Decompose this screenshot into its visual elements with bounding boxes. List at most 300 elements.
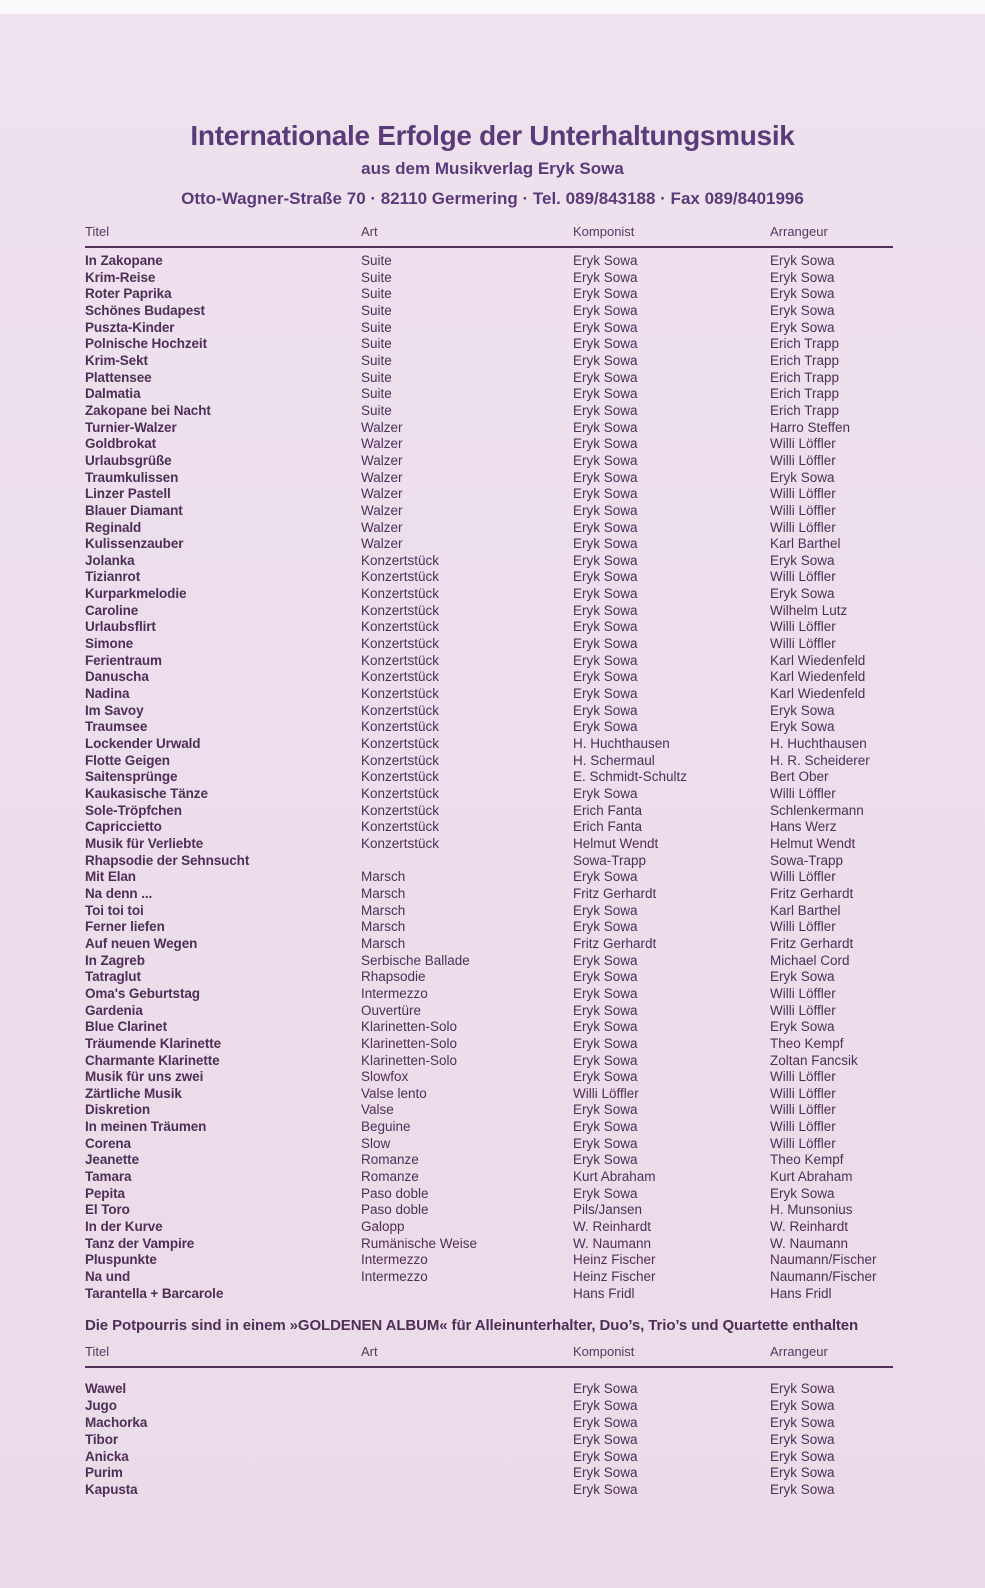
cell-komponist: Eryk Sowa <box>573 286 638 302</box>
table-row <box>85 1269 893 1286</box>
cell-art: Valse lento <box>361 1085 427 1101</box>
cell-titel: Urlaubsgrüße <box>85 452 172 468</box>
cell-arrangeur: Zoltan Fancsik <box>770 1052 858 1068</box>
cell-arrangeur: Willi Löffler <box>770 636 836 652</box>
table-row <box>85 420 893 437</box>
cell-art: Rumänische Weise <box>361 1235 478 1251</box>
cell-titel: Zakopane bei Nacht <box>85 402 211 418</box>
cell-komponist: Eryk Sowa <box>573 1465 638 1481</box>
cell-titel: Corena <box>85 1135 131 1151</box>
cell-titel: Pepita <box>85 1185 125 1201</box>
cell-titel: Sole-Tröpfchen <box>85 802 182 818</box>
cell-arrangeur: Willi Löffler <box>770 569 836 585</box>
cell-komponist: Eryk Sowa <box>573 1185 638 1201</box>
cell-titel: Oma's Geburtstag <box>85 985 200 1001</box>
cell-titel: Tibor <box>85 1431 118 1447</box>
table-row <box>85 1482 893 1499</box>
cell-komponist: Eryk Sowa <box>573 469 638 485</box>
column-header-arrangeur: Arrangeur <box>770 1344 828 1360</box>
cell-arrangeur: Willi Löffler <box>770 619 836 635</box>
cell-komponist: Eryk Sowa <box>573 652 638 668</box>
cell-art: Konzertstück <box>361 552 440 568</box>
cell-art <box>361 1286 573 1303</box>
cell-art: Konzertstück <box>361 652 440 668</box>
table-row <box>85 1136 893 1153</box>
cell-art: Suite <box>361 336 392 352</box>
table-row <box>85 1398 893 1415</box>
cell-arrangeur: W. Reinhardt <box>770 1219 849 1235</box>
cell-arrangeur: H. R. Scheiderer <box>770 752 870 768</box>
cell-art: Marsch <box>361 885 406 901</box>
cell-titel: Anicka <box>85 1448 129 1464</box>
cell-titel: Im Savoy <box>85 702 144 718</box>
column-header-komponist: Komponist <box>573 224 635 239</box>
publisher-address: Otto-Wagner-Straße 70 · 82110 Germering · Tel. 089/843188 · Fax 089/8401996 <box>181 189 804 208</box>
cell-art: Konzertstück <box>361 586 440 602</box>
cell-komponist: E. Schmidt-Schultz <box>573 769 688 785</box>
table-row <box>85 1219 893 1236</box>
cell-titel: Plattensee <box>85 369 152 385</box>
cell-art: Slow <box>361 1135 391 1151</box>
cell-art: Konzertstück <box>361 602 440 618</box>
cell-arrangeur: Erich Trapp <box>770 402 840 418</box>
cell-komponist: Eryk Sowa <box>573 702 638 718</box>
cell-titel: El Toro <box>85 1202 130 1218</box>
table-row <box>85 286 893 303</box>
cell-art: Konzertstück <box>361 819 440 835</box>
page-content <box>0 224 985 1499</box>
table-row <box>85 553 893 570</box>
cell-komponist: Eryk Sowa <box>573 1381 638 1397</box>
cell-art: Klarinetten-Solo <box>361 1019 458 1035</box>
page-title: Internationale Erfolge der Unterhaltungsmusik <box>190 120 795 151</box>
table-row <box>85 986 893 1003</box>
table-row <box>85 1169 893 1186</box>
cell-art: Galopp <box>361 1219 405 1235</box>
cell-titel: Dalmatia <box>85 386 141 402</box>
cell-komponist: Eryk Sowa <box>573 1414 638 1430</box>
cell-art: Paso doble <box>361 1202 429 1218</box>
table-row <box>85 386 893 403</box>
cell-art: Walzer <box>361 486 403 502</box>
cell-titel: Turnier-Walzer <box>85 419 177 435</box>
cell-arrangeur: H. Huchthausen <box>770 736 867 752</box>
cell-titel: Gardenia <box>85 1002 143 1018</box>
cell-art: Konzertstück <box>361 702 440 718</box>
table-row <box>85 320 893 337</box>
cell-art: Walzer <box>361 436 403 452</box>
table-row <box>85 719 893 736</box>
cell-komponist: H. Huchthausen <box>573 736 670 752</box>
cell-arrangeur: H. Munsonius <box>770 1202 853 1218</box>
cell-arrangeur: Willi Löffler <box>770 486 836 502</box>
table-row <box>85 436 893 453</box>
cell-titel: Musik für uns zwei <box>85 1069 204 1085</box>
cell-komponist: Eryk Sowa <box>573 319 638 335</box>
cell-titel: Musik für Verliebte <box>85 835 204 851</box>
cell-komponist: Eryk Sowa <box>573 419 638 435</box>
table-row <box>85 1252 893 1269</box>
cell-arrangeur: Helmut Wendt <box>770 835 856 851</box>
cell-komponist: Eryk Sowa <box>573 1448 638 1464</box>
table-row <box>85 819 893 836</box>
table-row <box>85 1286 893 1303</box>
cell-titel: Pluspunkte <box>85 1252 157 1268</box>
table-row <box>85 586 893 603</box>
potpourri-note: Die Potpourris sind in einem »GOLDENEN ALBUM« für Alleinunterhalter, Duo’s, Trio’s und Quartette enthalten <box>85 1317 859 1335</box>
cell-titel: Kapusta <box>85 1482 138 1498</box>
cell-art: Konzertstück <box>361 769 440 785</box>
cell-titel: Traumsee <box>85 719 148 735</box>
cell-komponist: Eryk Sowa <box>573 386 638 402</box>
cell-arrangeur: Willi Löffler <box>770 1069 836 1085</box>
cell-komponist: Eryk Sowa <box>573 436 638 452</box>
cell-titel: In der Kurve <box>85 1219 163 1235</box>
table-row <box>85 336 893 353</box>
cell-arrangeur: Willi Löffler <box>770 502 836 518</box>
cell-titel: Rhapsodie der Sehnsucht <box>85 852 250 868</box>
cell-komponist: Eryk Sowa <box>573 1052 638 1068</box>
cell-komponist: Eryk Sowa <box>573 502 638 518</box>
cell-arrangeur: Erich Trapp <box>770 369 840 385</box>
cell-art: Konzertstück <box>361 719 440 735</box>
cell-arrangeur: Eryk Sowa <box>770 1465 835 1481</box>
cell-art: Romanze <box>361 1152 419 1168</box>
table-row <box>85 1119 893 1136</box>
cell-komponist: Erich Fanta <box>573 819 643 835</box>
cell-art: Marsch <box>361 869 406 885</box>
cell-arrangeur: Harro Steffen <box>770 419 851 435</box>
cell-art: Konzertstück <box>361 835 440 851</box>
cell-titel: Krim-Sekt <box>85 352 148 368</box>
cell-titel: Kulissenzauber <box>85 536 184 552</box>
table-row <box>85 370 893 387</box>
cell-art: Konzertstück <box>361 636 440 652</box>
cell-komponist: Eryk Sowa <box>573 619 638 635</box>
cell-titel: Nadina <box>85 686 130 702</box>
cell-titel: Puszta-Kinder <box>85 319 175 335</box>
cell-komponist: W. Reinhardt <box>573 1219 652 1235</box>
golden-album-table <box>85 1344 893 1499</box>
cell-art: Walzer <box>361 469 403 485</box>
cell-art: Suite <box>361 369 392 385</box>
cell-titel: Blauer Diamant <box>85 502 183 518</box>
cell-art: Valse <box>361 1102 394 1118</box>
table-row <box>85 1152 893 1169</box>
cell-arrangeur: Eryk Sowa <box>770 469 835 485</box>
table-row <box>85 736 893 753</box>
cell-titel: Jugo <box>85 1398 117 1414</box>
table-row <box>85 1003 893 1020</box>
table-row <box>85 619 893 636</box>
cell-art: Suite <box>361 269 392 285</box>
cell-art: Konzertstück <box>361 736 440 752</box>
cell-art: Walzer <box>361 419 403 435</box>
cell-titel: In Zagreb <box>85 952 145 968</box>
cell-komponist: Eryk Sowa <box>573 919 638 935</box>
cell-arrangeur: Kurt Abraham <box>770 1169 853 1185</box>
cell-komponist: Eryk Sowa <box>573 302 638 318</box>
cell-titel: Krim-Reise <box>85 269 156 285</box>
cell-komponist: Hans Fridl <box>573 1285 635 1301</box>
cell-titel: Flotte Geigen <box>85 752 170 768</box>
table-row <box>85 470 893 487</box>
cell-art: Intermezzo <box>361 1252 428 1268</box>
cell-arrangeur: Fritz Gerhardt <box>770 935 854 951</box>
cell-arrangeur: Fritz Gerhardt <box>770 885 854 901</box>
cell-arrangeur: Eryk Sowa <box>770 1398 835 1414</box>
table-row <box>85 753 893 770</box>
catalog-table-header-row <box>85 224 893 248</box>
cell-arrangeur: Willi Löffler <box>770 519 836 535</box>
cell-titel: Charmante Klarinette <box>85 1052 220 1068</box>
cell-titel: Danuscha <box>85 669 149 685</box>
cell-komponist: Pils/Jansen <box>573 1202 643 1218</box>
cell-arrangeur: Michael Cord <box>770 952 850 968</box>
cell-arrangeur: Eryk Sowa <box>770 269 835 285</box>
cell-komponist: Eryk Sowa <box>573 636 638 652</box>
cell-komponist: Willi Löffler <box>573 1085 639 1101</box>
cell-titel: Kaukasische Tänze <box>85 786 208 801</box>
cell-art: Suite <box>361 386 392 402</box>
cell-komponist: Eryk Sowa <box>573 586 638 602</box>
column-header-titel: Titel <box>85 1344 110 1360</box>
table-row <box>85 1465 893 1482</box>
table-row <box>85 1086 893 1103</box>
cell-komponist: Erich Fanta <box>573 802 643 818</box>
cell-art: Suite <box>361 253 392 268</box>
cell-titel: Traumkulissen <box>85 469 179 485</box>
cell-titel: Jeanette <box>85 1152 139 1168</box>
table-row <box>85 503 893 520</box>
cell-arrangeur: Eryk Sowa <box>770 1482 835 1498</box>
table-row <box>85 803 893 820</box>
cell-titel: Na und <box>85 1269 131 1285</box>
table-row <box>85 1415 893 1432</box>
cell-titel: Träumende Klarinette <box>85 1035 222 1051</box>
table-row <box>85 836 893 853</box>
table-row <box>85 669 893 686</box>
table-row <box>85 936 893 953</box>
cell-art: Romanze <box>361 1169 419 1185</box>
cell-arrangeur: Willi Löffler <box>770 1085 836 1101</box>
cell-art <box>361 1381 573 1398</box>
cell-art: Konzertstück <box>361 802 440 818</box>
cell-art: Klarinetten-Solo <box>361 1052 458 1068</box>
cell-arrangeur: Eryk Sowa <box>770 319 835 335</box>
table-row <box>85 403 893 420</box>
cell-art: Marsch <box>361 902 406 918</box>
cell-komponist: Fritz Gerhardt <box>573 935 657 951</box>
cell-titel: Tanz der Vampire <box>85 1235 195 1251</box>
cell-arrangeur: Eryk Sowa <box>770 1381 835 1397</box>
cell-arrangeur: Karl Wiedenfeld <box>770 686 866 702</box>
catalog-table-body <box>85 248 893 1302</box>
cell-arrangeur: Erich Trapp <box>770 386 840 402</box>
table-row <box>85 1202 893 1219</box>
cell-titel: Polnische Hochzeit <box>85 336 207 352</box>
table-row <box>85 703 893 720</box>
cell-titel: Machorka <box>85 1414 148 1430</box>
cell-arrangeur: Willi Löffler <box>770 786 836 801</box>
cell-art: Rhapsodie <box>361 969 426 985</box>
cell-komponist: Eryk Sowa <box>573 869 638 885</box>
cell-komponist: Eryk Sowa <box>573 269 638 285</box>
cell-titel: Roter Paprika <box>85 286 172 302</box>
cell-titel: Urlaubsflirt <box>85 619 156 635</box>
cell-art <box>361 1415 573 1432</box>
cell-komponist: Eryk Sowa <box>573 352 638 368</box>
cell-komponist: Eryk Sowa <box>573 1019 638 1035</box>
cell-komponist: Eryk Sowa <box>573 969 638 985</box>
cell-art: Suite <box>361 402 392 418</box>
cell-titel: Saitensprünge <box>85 769 178 785</box>
cell-arrangeur: Wilhelm Lutz <box>770 602 848 618</box>
cell-titel: In meinen Träumen <box>85 1119 207 1135</box>
cell-titel: Wawel <box>85 1381 127 1397</box>
catalog-table <box>85 224 893 1302</box>
cell-komponist: Eryk Sowa <box>573 253 638 268</box>
cell-komponist: Eryk Sowa <box>573 1431 638 1447</box>
cell-titel: Caroline <box>85 602 139 618</box>
cell-titel: Blue Clarinet <box>85 1019 167 1035</box>
cell-komponist: Eryk Sowa <box>573 786 638 801</box>
cell-titel: Jolanka <box>85 552 135 568</box>
cell-art: Konzertstück <box>361 569 440 585</box>
cell-arrangeur: Erich Trapp <box>770 336 840 352</box>
paper-sheet <box>0 14 985 1588</box>
cell-komponist: Kurt Abraham <box>573 1169 656 1185</box>
table-row <box>85 486 893 503</box>
table-row <box>85 886 893 903</box>
cell-arrangeur: Karl Barthel <box>770 536 841 552</box>
cell-art: Konzertstück <box>361 619 440 635</box>
table-row <box>85 903 893 920</box>
cell-arrangeur: Erich Trapp <box>770 352 840 368</box>
cell-titel: Toi toi toi <box>85 902 144 918</box>
cell-arrangeur: Eryk Sowa <box>770 1185 835 1201</box>
cell-arrangeur: Eryk Sowa <box>770 586 835 602</box>
table-row <box>85 1069 893 1086</box>
cell-komponist: Eryk Sowa <box>573 719 638 735</box>
cell-komponist: Eryk Sowa <box>573 452 638 468</box>
album-table-header-row <box>85 1344 893 1368</box>
table-row <box>85 653 893 670</box>
cell-titel: Tizianrot <box>85 569 141 585</box>
cell-arrangeur: Bert Ober <box>770 769 829 785</box>
cell-arrangeur: Theo Kempf <box>770 1152 844 1168</box>
table-row <box>85 453 893 470</box>
cell-komponist: Eryk Sowa <box>573 902 638 918</box>
table-row <box>85 253 893 270</box>
cell-art <box>361 1465 573 1482</box>
cell-arrangeur: Willi Löffler <box>770 436 836 452</box>
cell-titel: Purim <box>85 1465 123 1481</box>
cell-art: Klarinetten-Solo <box>361 1035 458 1051</box>
cell-komponist: Eryk Sowa <box>573 686 638 702</box>
table-row <box>85 953 893 970</box>
cell-titel: Tarantella + Barcarole <box>85 1285 224 1301</box>
cell-titel: Kurparkmelodie <box>85 586 187 602</box>
cell-komponist: Eryk Sowa <box>573 1152 638 1168</box>
cell-komponist: Fritz Gerhardt <box>573 885 657 901</box>
cell-arrangeur: Willi Löffler <box>770 1102 836 1118</box>
cell-titel: In Zakopane <box>85 253 163 268</box>
table-row <box>85 1053 893 1070</box>
cell-arrangeur: Eryk Sowa <box>770 286 835 302</box>
cell-art <box>361 1449 573 1466</box>
table-row <box>85 686 893 703</box>
cell-titel: Lockender Urwald <box>85 736 201 752</box>
cell-art: Suite <box>361 319 392 335</box>
cell-arrangeur: Eryk Sowa <box>770 702 835 718</box>
table-row <box>85 969 893 986</box>
cell-titel: Ferientraum <box>85 652 162 668</box>
table-row <box>85 1432 893 1449</box>
cell-arrangeur: Willi Löffler <box>770 1002 836 1018</box>
cell-titel: Schönes Budapest <box>85 302 205 318</box>
cell-arrangeur: Eryk Sowa <box>770 1019 835 1035</box>
cell-komponist: Eryk Sowa <box>573 985 638 1001</box>
cell-arrangeur: Willi Löffler <box>770 1135 836 1151</box>
cell-arrangeur: Willi Löffler <box>770 869 836 885</box>
cell-art: Suite <box>361 352 392 368</box>
column-header-titel: Titel <box>85 224 110 239</box>
cell-arrangeur: Karl Wiedenfeld <box>770 652 866 668</box>
cell-art: Marsch <box>361 919 406 935</box>
cell-arrangeur: Theo Kempf <box>770 1035 844 1051</box>
cell-arrangeur: Karl Barthel <box>770 902 841 918</box>
cell-arrangeur: Karl Wiedenfeld <box>770 669 866 685</box>
cell-titel: Simone <box>85 636 134 652</box>
table-row <box>85 853 893 870</box>
cell-art: Beguine <box>361 1119 411 1135</box>
cell-komponist: Eryk Sowa <box>573 486 638 502</box>
cell-komponist: Helmut Wendt <box>573 835 659 851</box>
cell-arrangeur: Eryk Sowa <box>770 1448 835 1464</box>
cell-komponist: Eryk Sowa <box>573 369 638 385</box>
cell-komponist: Eryk Sowa <box>573 1069 638 1085</box>
cell-komponist: Eryk Sowa <box>573 402 638 418</box>
cell-arrangeur: Eryk Sowa <box>770 302 835 318</box>
cell-arrangeur: Schlenkermann <box>770 802 864 818</box>
cell-komponist: Eryk Sowa <box>573 1482 638 1498</box>
cell-art: Konzertstück <box>361 669 440 685</box>
table-row <box>85 1236 893 1253</box>
cell-komponist: Eryk Sowa <box>573 1398 638 1414</box>
cell-art: Konzertstück <box>361 786 440 801</box>
cell-art: Walzer <box>361 519 403 535</box>
cell-komponist: Eryk Sowa <box>573 1135 638 1151</box>
cell-art <box>361 1398 573 1415</box>
cell-arrangeur: Eryk Sowa <box>770 552 835 568</box>
cell-komponist: Eryk Sowa <box>573 1002 638 1018</box>
table-row <box>85 919 893 936</box>
cell-komponist: W. Naumann <box>573 1235 652 1251</box>
cell-art <box>361 1432 573 1449</box>
cell-arrangeur: Eryk Sowa <box>770 1431 835 1447</box>
cell-art <box>361 853 573 870</box>
cell-komponist: Sowa-Trapp <box>573 852 647 868</box>
cell-arrangeur: Willi Löffler <box>770 985 836 1001</box>
cell-art: Suite <box>361 302 392 318</box>
cell-art: Suite <box>361 286 392 302</box>
column-header-art: Art <box>361 224 378 239</box>
page-header <box>0 14 985 209</box>
cell-titel: Reginald <box>85 519 142 535</box>
cell-arrangeur: Eryk Sowa <box>770 1414 835 1430</box>
table-row <box>85 603 893 620</box>
